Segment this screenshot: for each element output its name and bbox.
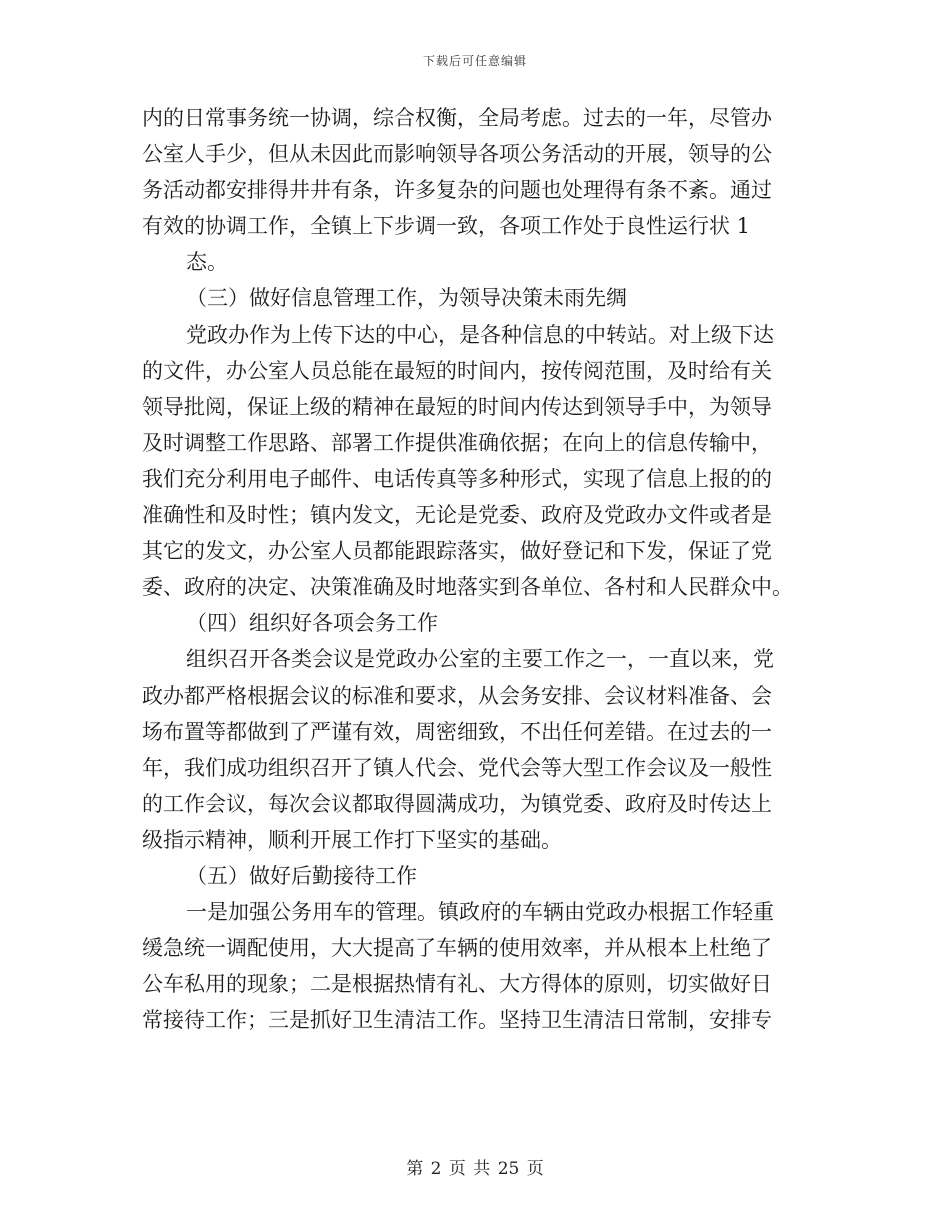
text-line: 有效的协调工作，全镇上下步调一致，各项工作处于良性运行状 1 — [142, 214, 751, 239]
text-line: 务活动都安排得井井有条，许多复杂的问题也处理得有条不紊。通过 — [142, 178, 772, 203]
text-line: 缓急统一调配使用，大大提高了车辆的使用效率，并从根本上杜绝了 — [142, 936, 772, 961]
text-line: 的工作会议，每次会议都取得圆满成功，为镇党委、政府及时传达上 — [142, 791, 772, 816]
text-line: 公车私用的现象；二是根据热情有礼、大方得体的原则，切实做好日 — [142, 972, 772, 997]
page-footer: 第 2 页 共 25 页 — [406, 1159, 544, 1179]
text-line: 准确性和及时性；镇内发文，无论是党委、政府及党政办文件或者是 — [142, 503, 772, 528]
header-note: 下载后可任意编辑 — [422, 54, 527, 68]
text-line: 态。 — [186, 250, 228, 275]
document-body — [142, 100, 822, 1038]
text-line: 内的日常事务统一协调，综合权衡，全局考虑。过去的一年，尽管办 — [142, 106, 772, 130]
text-line: 一是加强公务用车的管理。镇政府的车辆由党政办根据工作轻重 — [186, 900, 774, 925]
text-line: 常接待工作；三是抓好卫生清洁工作。坚持卫生清洁日常制，安排专 — [142, 1008, 772, 1033]
text-line: 党政办作为上传下达的中心，是各种信息的中转站。对上级下达 — [186, 322, 774, 347]
text-line: 年，我们成功组织召开了镇人代会、党代会等大型工作会议及一般性 — [142, 755, 772, 780]
text-line: 场布置等都做到了严谨有效，周密细致，不出任何差错。在过去的一 — [142, 719, 772, 744]
text-line: 级指示精神，顺利开展工作打下坚实的基础。 — [142, 827, 562, 852]
section-heading: （四）组织好各项会务工作 — [186, 611, 438, 636]
section-heading: （五）做好后勤接待工作 — [186, 863, 417, 888]
text-line: 组织召开各类会议是党政办公室的主要工作之一，一直以来，党 — [186, 647, 774, 672]
text-line: 委、政府的决定、决策准确及时地落实到各单位、各村和人民群众中。 — [142, 575, 793, 600]
text-line: 领导批阅，保证上级的精神在最短的时间内传达到领导手中，为领导 — [142, 394, 772, 419]
text-line: 公室人手少，但从未因此而影响领导各项公务活动的开展，领导的公 — [142, 142, 772, 167]
text-line: 其它的发文，办公室人员都能跟踪落实，做好登记和下发，保证了党 — [142, 539, 772, 564]
text-line: 政办都严格根据会议的标准和要求，从会务安排、会议材料准备、会 — [142, 683, 772, 708]
section-heading: （三）做好信息管理工作，为领导决策未雨先绸 — [186, 286, 627, 311]
text-line: 的文件，办公室人员总能在最短的时间内，按传阅范围，及时给有关 — [142, 358, 772, 383]
text-line: 及时调整工作思路、部署工作提供准确依据；在向上的信息传输中， — [142, 430, 772, 455]
text-line: 我们充分利用电子邮件、电话传真等多种形式，实现了信息上报的的 — [142, 466, 772, 491]
